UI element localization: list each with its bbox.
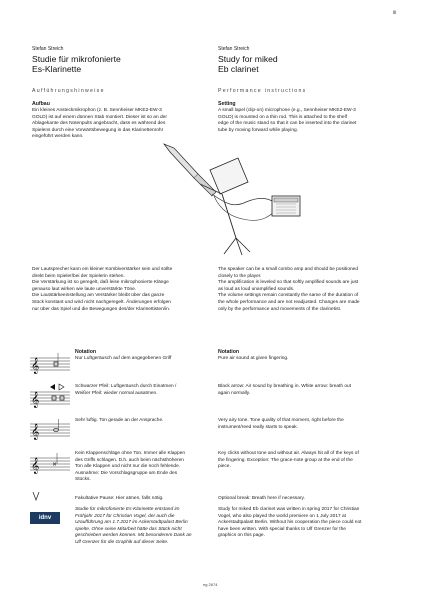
- notation-examples: [30, 350, 72, 510]
- left-author: Stefan Streich: [32, 46, 64, 52]
- right-setup-heading: Setting: [218, 101, 236, 107]
- right-amp-text-2: The amplification is leveled so that softly amplified sounds are just as loud as loud unamplified sounds.: [218, 280, 359, 292]
- left-title-line1: Studie für mikrofonierte: [32, 54, 121, 64]
- staff-air-sound: [30, 353, 70, 374]
- right-notation-5: Optional break: Breath here if necessary.: [218, 496, 305, 501]
- left-title: [32, 54, 121, 74]
- right-title: [218, 54, 278, 74]
- right-amp-text-3: The volume settings remain constantly the same of the duration of the whole performance and are not readjusted. Changes are made only by the performance and movements of the clarinetist.: [218, 293, 360, 312]
- left-notation-4: Kein Klappenschläge ohne Ton. Immer alle Klappen des Griffs schlagen. D.h. auch beim nächsthöheren Ton alle Klappen und nicht nur die noch fehlende. Ausnahme: Die Vorschlagsgruppe am Ende des Stücks.: [75, 451, 186, 483]
- left-amp-text-3: Die Lautstärkeeinstellung am Verstärker bleibt über das ganze Stück konstant und wird nicht nachgeregelt. Änderungen erfolgen nur über das Spiel und die Bewegungen des/der Klarinettisten/in.: [32, 293, 171, 312]
- right-notation-2: Black arrow: Air sound by breathing in. White arrow: breath out again normally.: [218, 384, 352, 396]
- right-amp-text-1: The speaker can be a small combo amp and should be positioned closely to the player.: [218, 267, 358, 279]
- right-amp-text: [218, 267, 360, 313]
- svg-text:𝄞: 𝄞: [31, 358, 40, 374]
- right-notation-heading: Notation: [218, 349, 240, 355]
- staff-airy-tone: [30, 419, 70, 440]
- svg-text:𝄞: 𝄞: [31, 392, 40, 408]
- right-setup-text: A small lapel (clip-on) microphone (e.g., Sennheiser MKE2-EW-3 GOLD) is mounted on a thin rod. This is attached to the shelf edge of the music stand so that it can be inserted into the clarinet tube by moving forward while playing.: [218, 108, 357, 133]
- white-arrow-icon: [59, 384, 64, 390]
- footer-code: eg 2674: [203, 582, 218, 587]
- breath-mark-icon: [33, 492, 39, 500]
- left-setup-heading: Aufbau: [32, 101, 50, 107]
- black-arrow-icon: [50, 384, 55, 390]
- right-title-line1: Study for miked: [218, 54, 278, 64]
- left-notation-3: Sehr luftig. Ton gerade an der Ansprache.: [75, 418, 164, 423]
- svg-text:𝄞: 𝄞: [31, 424, 40, 440]
- right-notation-3: Very airy tone. Tone quality of that moment, right before the instrument/reed really starts to speak.: [218, 418, 344, 430]
- right-notation-4: Key clicks without tone and without air. Always hit all of the keys of the fingering. Exception: The grace-note group at the end of the piece.: [218, 451, 359, 470]
- svg-text:𝄞: 𝄞: [31, 458, 40, 474]
- left-dedication: Studie für mikrofonierte Es-Klarinette entstand im Frühjahr 2017 für Christian Vogel, der auch die Uraufführung am 1.7.2017 im Ackerstadtpalast Berlin spielte. Ohne seine Mitarbeit hätte das Stück nicht geschrieben werden können. Mit besonderem Dank an Ulf Grenzer für die Graphik auf dieser Seite.: [75, 507, 192, 545]
- left-amp-text-1: Der Lautsprecher kann ein kleiner Kombiverstärker sein und sollte direkt beim Spieler/bei der Spielerin stehen.: [32, 267, 173, 279]
- right-dedication: Study for miked Eb clarinet was written in spring 2017 for Christian Vogel, who also played the world premiere on 1 July 2017 at Ackerstadtpalast Berlin. Without his cooperation the piece could not have been written. With special thanks to Ulf Grenzer for the graphics on this page.: [218, 507, 362, 539]
- left-notation-5: Fakultative Pause: Hier atmen, falls nötig.: [75, 496, 164, 501]
- right-section-heading: Performance instructions: [218, 88, 307, 94]
- cable-graphic: [212, 194, 276, 205]
- clarinet-graphic: [164, 144, 198, 178]
- left-notation-2: Schwarzer Pfeil: Luftgeräusch durch Einatmen / Weißer Pfeil: wieder normal ausatmen.: [75, 384, 177, 396]
- right-title-line2: Eb clarinet: [218, 64, 259, 74]
- svg-text:×: ×: [52, 461, 58, 468]
- left-title-line2: Es-Klarinette: [32, 64, 82, 74]
- setup-illustration: [150, 138, 340, 258]
- left-section-heading: Aufführungshinweise: [32, 88, 105, 94]
- publisher-logo: idnv: [30, 512, 60, 524]
- staff-key-clicks: [30, 453, 70, 474]
- left-notation-heading: Notation: [75, 349, 97, 355]
- music-sheet-graphic: [210, 158, 248, 194]
- staff-breath-arrows: [30, 384, 70, 408]
- left-setup-text: Ein kleines Ansteckmikrophon (z. B. Sennheiser MKE2-EW-3 GOLD) ist auf einem dünnen Stab montiert. Dieser ist so an der Ablagekante des Notenpults angebracht, dass es während des Spielens durch eine Vorwärtsbewegung in das Klarinettenrohr eingeführt werden kann.: [32, 108, 167, 140]
- left-amp-text-2: Die Verstärkung ist so geregelt, daß leise mikrophonierte Klänge genauso laut wirken wie laute unverstärkte Töne.: [32, 280, 169, 292]
- left-amp-text: [32, 267, 174, 313]
- left-notation-1: Nur Luftgeräusch auf dem angegebenen Griff: [75, 356, 172, 361]
- right-author: Stefan Streich: [218, 46, 250, 52]
- page-number: iii: [393, 10, 397, 16]
- right-notation-1: Pure air sound at given fingering.: [218, 356, 289, 361]
